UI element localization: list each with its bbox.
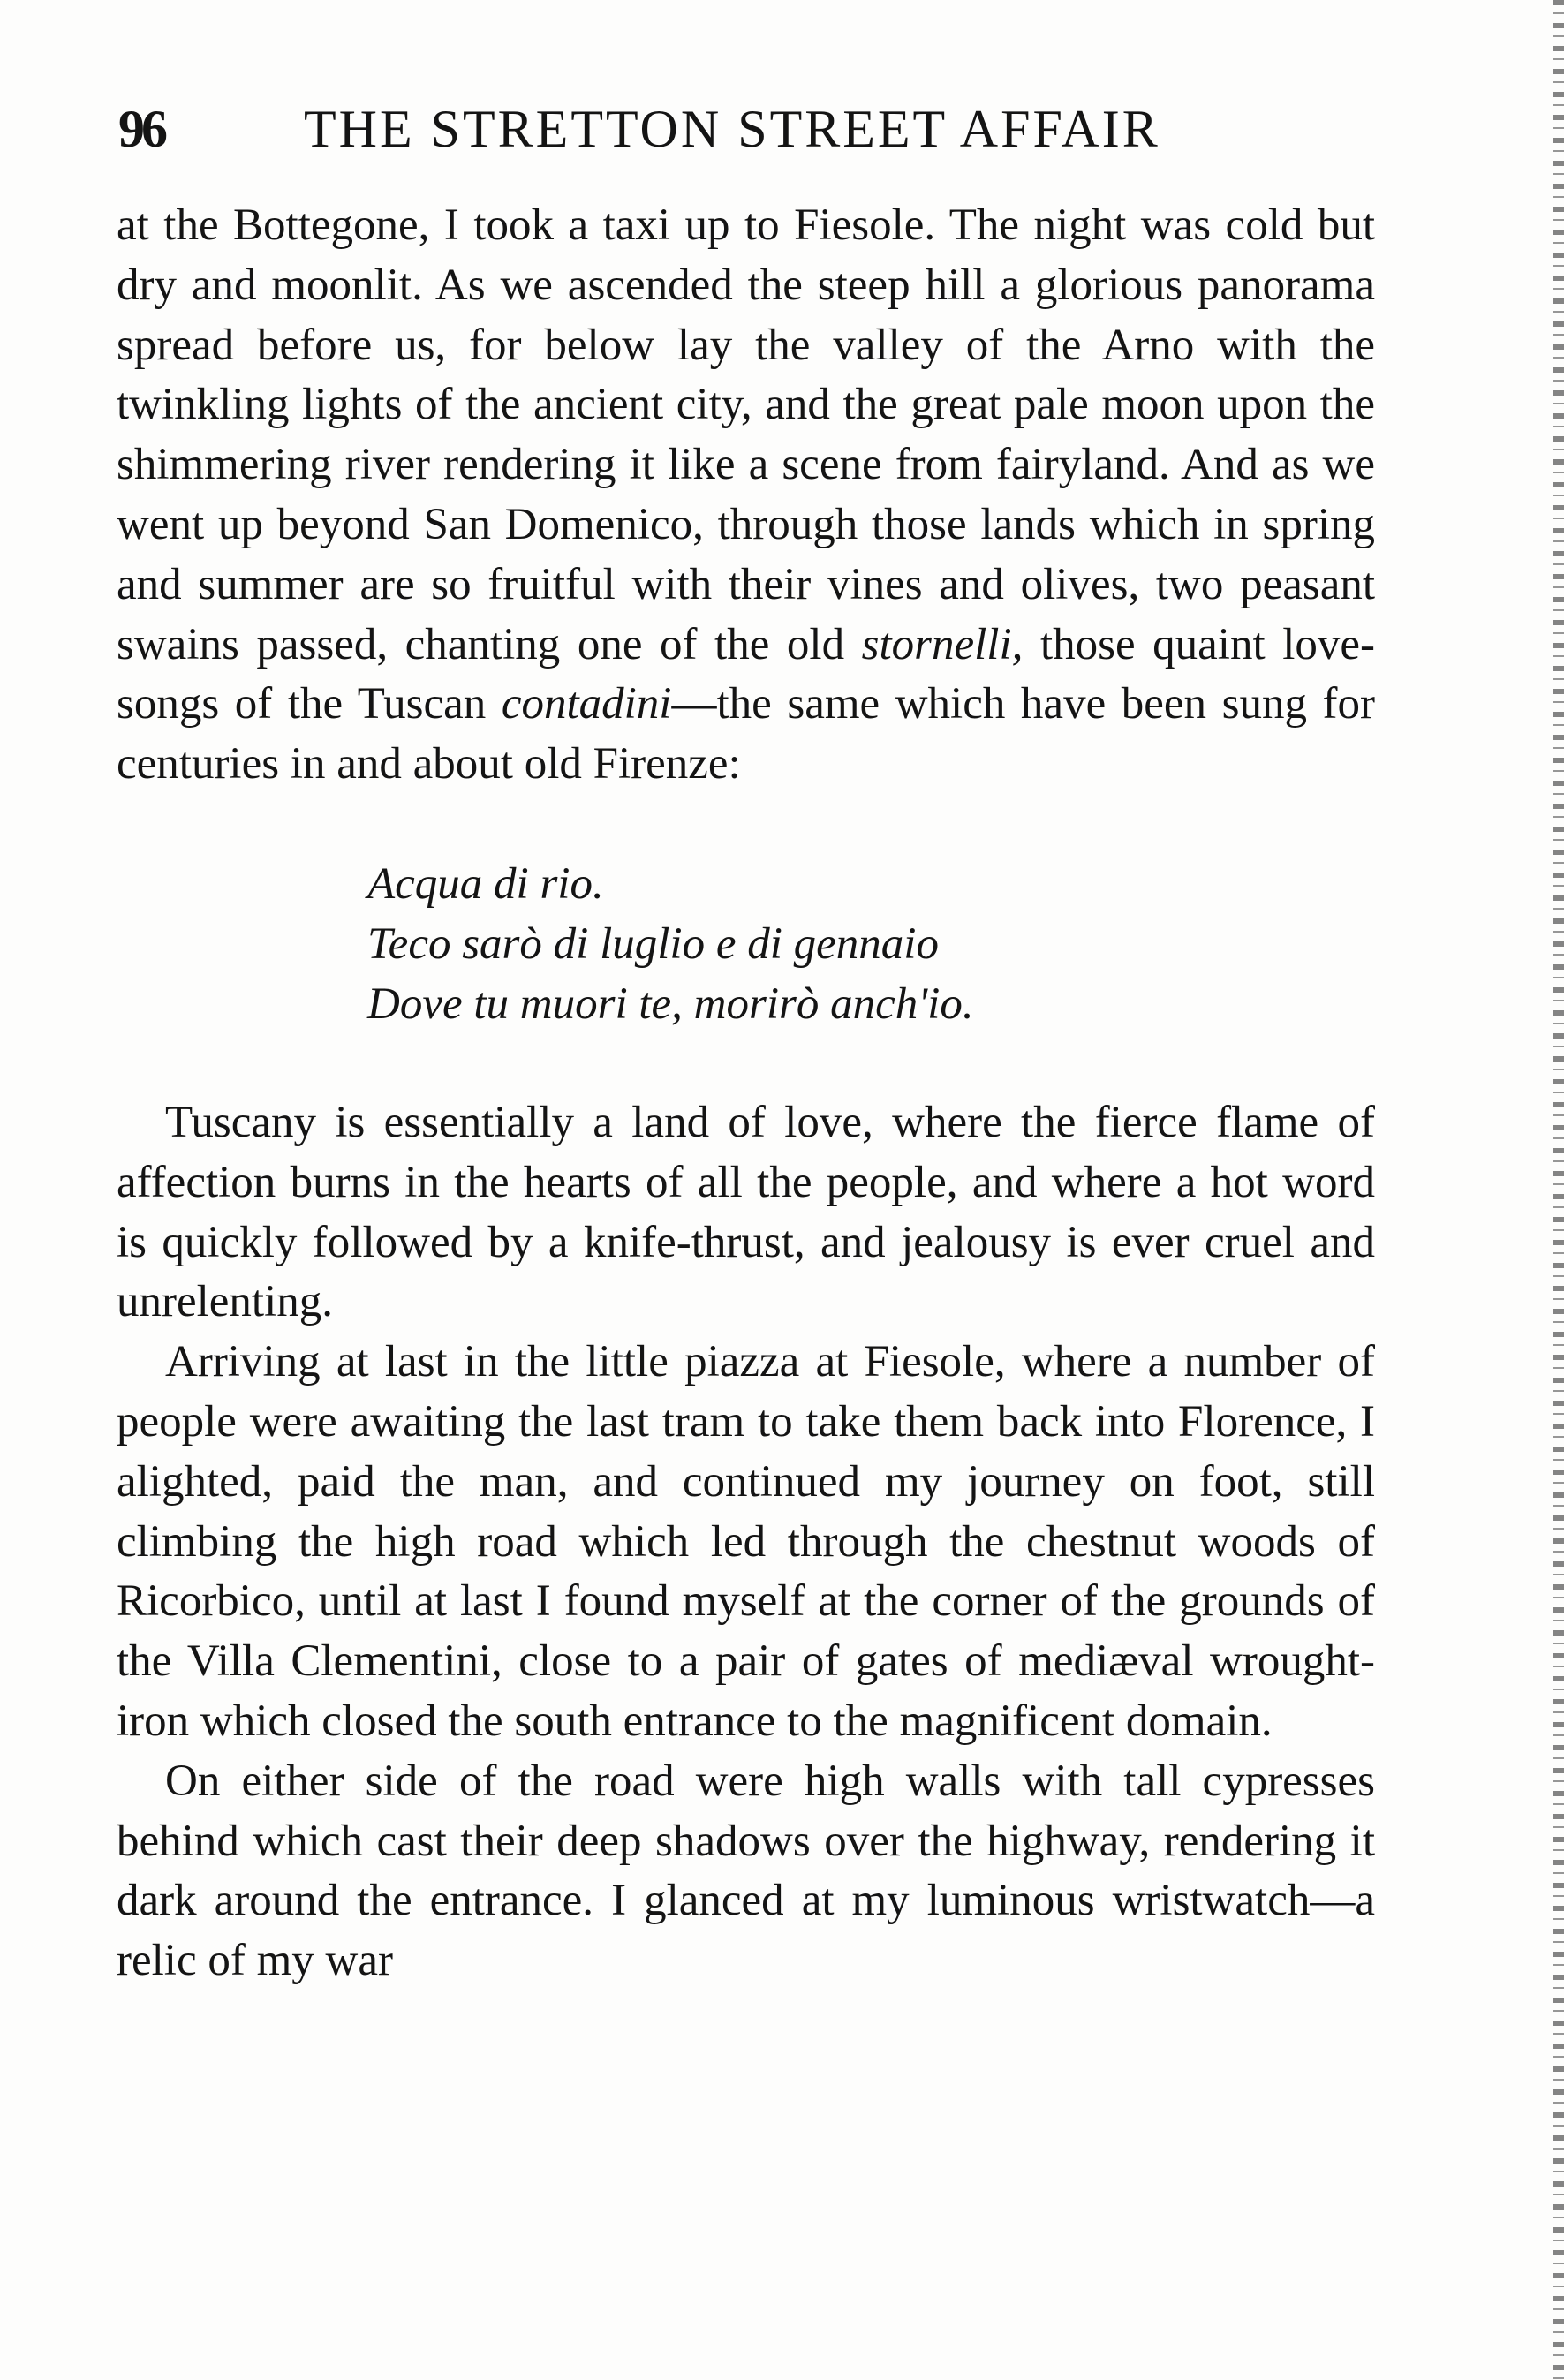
paragraph-1-text-c: —the same which have been sung for centuries in and about old Firenze: xyxy=(117,679,1375,790)
paragraph-3: Arriving at last in the little piazza at Fiesole, where a number of people were awaiting the last tram to take them back into Florence, I alighted, paid the man, and continued my journey on foot, still climbing the high road which led through the chestnut woods of Ricorbico, until at last I found myself at the corner of the grounds of the Villa Clementini, close to a pair of gates of mediæval wrought-iron which closed the south entrance to the magnificent domain. xyxy=(117,1337,1375,1746)
paragraph-1-italic-contadini: contadini xyxy=(501,679,672,729)
page-header xyxy=(118,99,1372,170)
page-edge-gutter xyxy=(1553,0,1564,2380)
poem xyxy=(367,854,1375,1034)
running-title: THE STRETTON STREET AFFAIR xyxy=(304,100,1160,158)
poem-line-1: Acqua di rio. xyxy=(367,858,604,909)
paragraph-2: Tuscany is essentially a land of love, where the fierce flame of affection burns in the hearts of all the people, and where a hot word is quickly followed by a knife-thrust, and jealousy is ever cruel and unrelenting. xyxy=(117,1097,1375,1327)
page-number: 96 xyxy=(118,100,164,158)
body-text xyxy=(117,196,1375,1991)
poem-line-2: Teco sarò di luglio e di gennaio xyxy=(367,918,939,969)
paragraph-4: On either side of the road were high walls with tall cypresses behind which cast their deep shadows over the highway, rendering it dark around the entrance. I glanced at my luminous wristwatch—a relic of my war xyxy=(117,1756,1375,1986)
paragraph-1-italic-stornelli: stornelli, xyxy=(861,619,1024,669)
paragraph-1-text-a: at the Bottegone, I took a taxi up to Fiesole. The night was cold but dry and moonlit. As we ascended the steep hill a glorious panorama spread before us, for below lay the valley of the Arno with the twinkling lights of the ancient city, and the great pale moon upon the shimmering river rendering it like a scene from fairyland. And as we went up beyond San Domenico, through those lands which in spring and summer are so fruitful with their vines and olives, two peasant swains passed, chanting one of the old xyxy=(117,200,1375,669)
paragraph-1-text-b: those quaint love-songs of the Tuscan xyxy=(117,619,1375,729)
poem-line-3: Dove tu muori te, morirò anch'io. xyxy=(367,978,974,1029)
paragraph-1 xyxy=(117,196,1375,795)
